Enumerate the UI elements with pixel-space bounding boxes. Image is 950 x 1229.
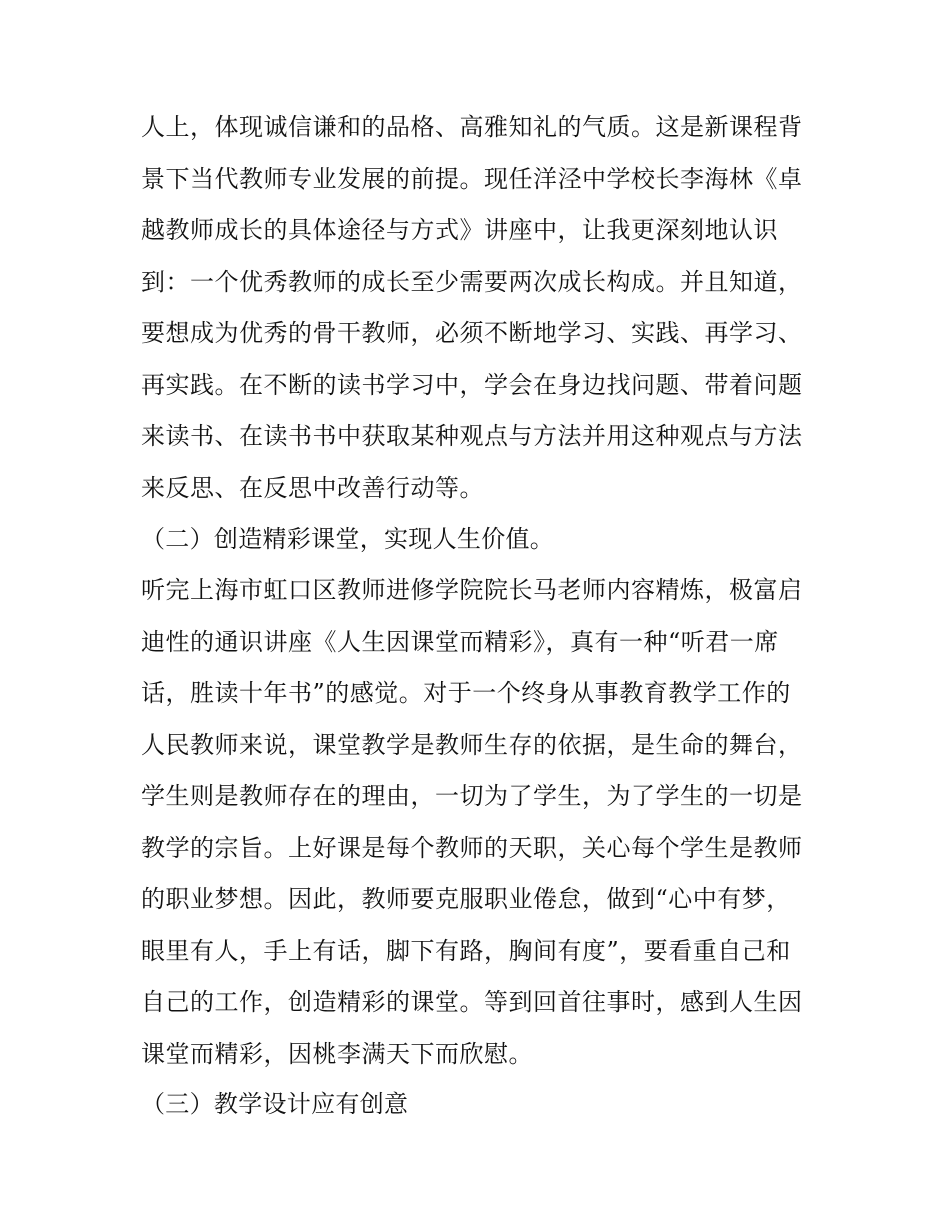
paragraph-2-line: 迪性的通识讲座《人生因课堂而精彩》，真有一种“听君一席	[141, 627, 779, 656]
paragraph-2-line: 话，胜读十年书”的感觉。对于一个终身从事教育教学工作的	[141, 679, 791, 707]
section-heading-2	[141, 514, 821, 566]
paragraph-1-line: 来读书、在读书书中获取某种观点与方法并用这种观点与方法	[141, 422, 803, 450]
paragraph-2-line: 自己的工作，创造精彩的课堂。等到回首往事时，感到人生因	[141, 988, 803, 1016]
paragraph-2-line: 听完上海市虹口区教师进修学院院长马老师内容精炼，极富启	[141, 576, 803, 604]
paragraph-1-line: 景下当代教师专业发展的前提。现任洋泾中学校长李海林《卓	[141, 164, 803, 193]
section-heading-3-text: （三）教学设计应有创意	[141, 1090, 409, 1118]
paragraph-1-line: 越教师成长的具体途径与方式》讲座中，让我更深刻地认识	[141, 216, 778, 244]
paragraph-2-line: 人民教师来说，课堂教学是教师生存的依据，是生命的舞台，	[141, 730, 803, 759]
paragraph-2-line: 学生则是教师存在的理由，一切为了学生，为了学生的一切是	[141, 782, 803, 810]
paragraph-2	[141, 565, 821, 1080]
paragraph-2-line: 教学的宗旨。上好课是每个教师的天职，关心每个学生是教师	[141, 833, 803, 862]
paragraph-2-line: 眼里有人，手上有话，脚下有路，胸间有度”，要看重自己和	[141, 936, 791, 965]
paragraph-1-line: 来反思、在反思中改善行动等。	[141, 473, 484, 502]
paragraph-1-line: 人上，体现诚信谦和的品格、高雅知礼的气质。这是新课程背	[141, 113, 803, 141]
section-heading-3	[141, 1079, 821, 1131]
section-heading-2-text: （二）创造精彩课堂，实现人生价值。	[141, 525, 555, 553]
paragraph-1	[141, 102, 821, 514]
paragraph-2-line: 课堂而精彩，因桃李满天下而欣慰。	[141, 1039, 533, 1068]
paragraph-1-line: 到：一个优秀教师的成长至少需要两次成长构成。并且知道，	[141, 267, 803, 296]
paragraph-2-line: 的职业梦想。因此，教师要克服职业倦怠，做到“心中有梦，	[141, 885, 791, 913]
paragraph-1-line: 要想成为优秀的骨干教师，必须不断地学习、实践、再学习、	[141, 319, 803, 347]
paragraph-1-line: 再实践。在不断的读书学习中，学会在身边找问题、带着问题	[141, 370, 803, 399]
